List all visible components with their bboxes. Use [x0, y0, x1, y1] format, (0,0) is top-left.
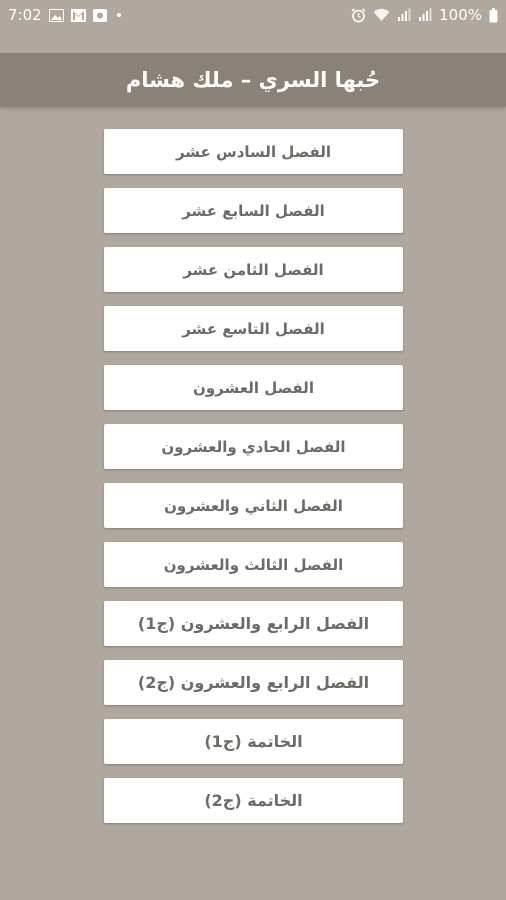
signal-icon: [397, 8, 411, 22]
chapter-button[interactable]: [104, 542, 403, 587]
battery-percent: 100%: [439, 6, 482, 24]
app-bar: [0, 53, 506, 107]
chapter-button[interactable]: [104, 306, 403, 351]
status-right: [351, 6, 498, 24]
chapter-label: الخاتمة (ج1): [204, 732, 303, 751]
photo-icon: [93, 9, 107, 22]
chapter-button[interactable]: [104, 483, 403, 528]
battery-icon: [489, 8, 498, 23]
chapter-label: الفصل الحادي والعشرون: [161, 437, 346, 456]
chapter-label: الفصل الرابع والعشرون (ج1): [137, 614, 370, 633]
chapter-button[interactable]: [104, 424, 403, 469]
chapter-button[interactable]: [104, 188, 403, 233]
chapter-label: الفصل الثالث والعشرون: [163, 555, 344, 574]
chapter-label: الفصل الثاني والعشرون: [164, 496, 343, 515]
chapter-button[interactable]: [104, 365, 403, 410]
image-icon: [49, 9, 64, 22]
status-bar: [0, 0, 506, 30]
page-title: حُبها السري – ملك هشام: [125, 68, 381, 92]
chapter-list: [104, 129, 403, 823]
wifi-icon: [373, 8, 390, 22]
chapter-button[interactable]: [104, 719, 403, 764]
chapter-label: الفصل الرابع والعشرون (ج2): [137, 673, 370, 692]
chapter-button[interactable]: [104, 247, 403, 292]
chapter-label: الفصل السادس عشر: [175, 142, 332, 161]
chapter-button[interactable]: [104, 660, 403, 705]
gmail-icon: [71, 9, 86, 22]
chapter-label: الفصل العشرون: [193, 378, 314, 397]
chapter-label: الفصل التاسع عشر: [182, 319, 325, 338]
chapter-button[interactable]: [104, 129, 403, 174]
status-time: 7:02: [8, 6, 42, 24]
chapter-label: الفصل الثامن عشر: [183, 260, 324, 279]
chapter-button[interactable]: [104, 601, 403, 646]
chapter-button[interactable]: [104, 778, 403, 823]
alarm-icon: [351, 8, 366, 23]
dot-icon: [114, 10, 124, 20]
signal-icon: [418, 8, 432, 22]
chapter-label: الخاتمة (ج2): [204, 791, 303, 810]
chapter-label: الفصل السابع عشر: [182, 201, 325, 220]
status-left: [8, 6, 124, 24]
